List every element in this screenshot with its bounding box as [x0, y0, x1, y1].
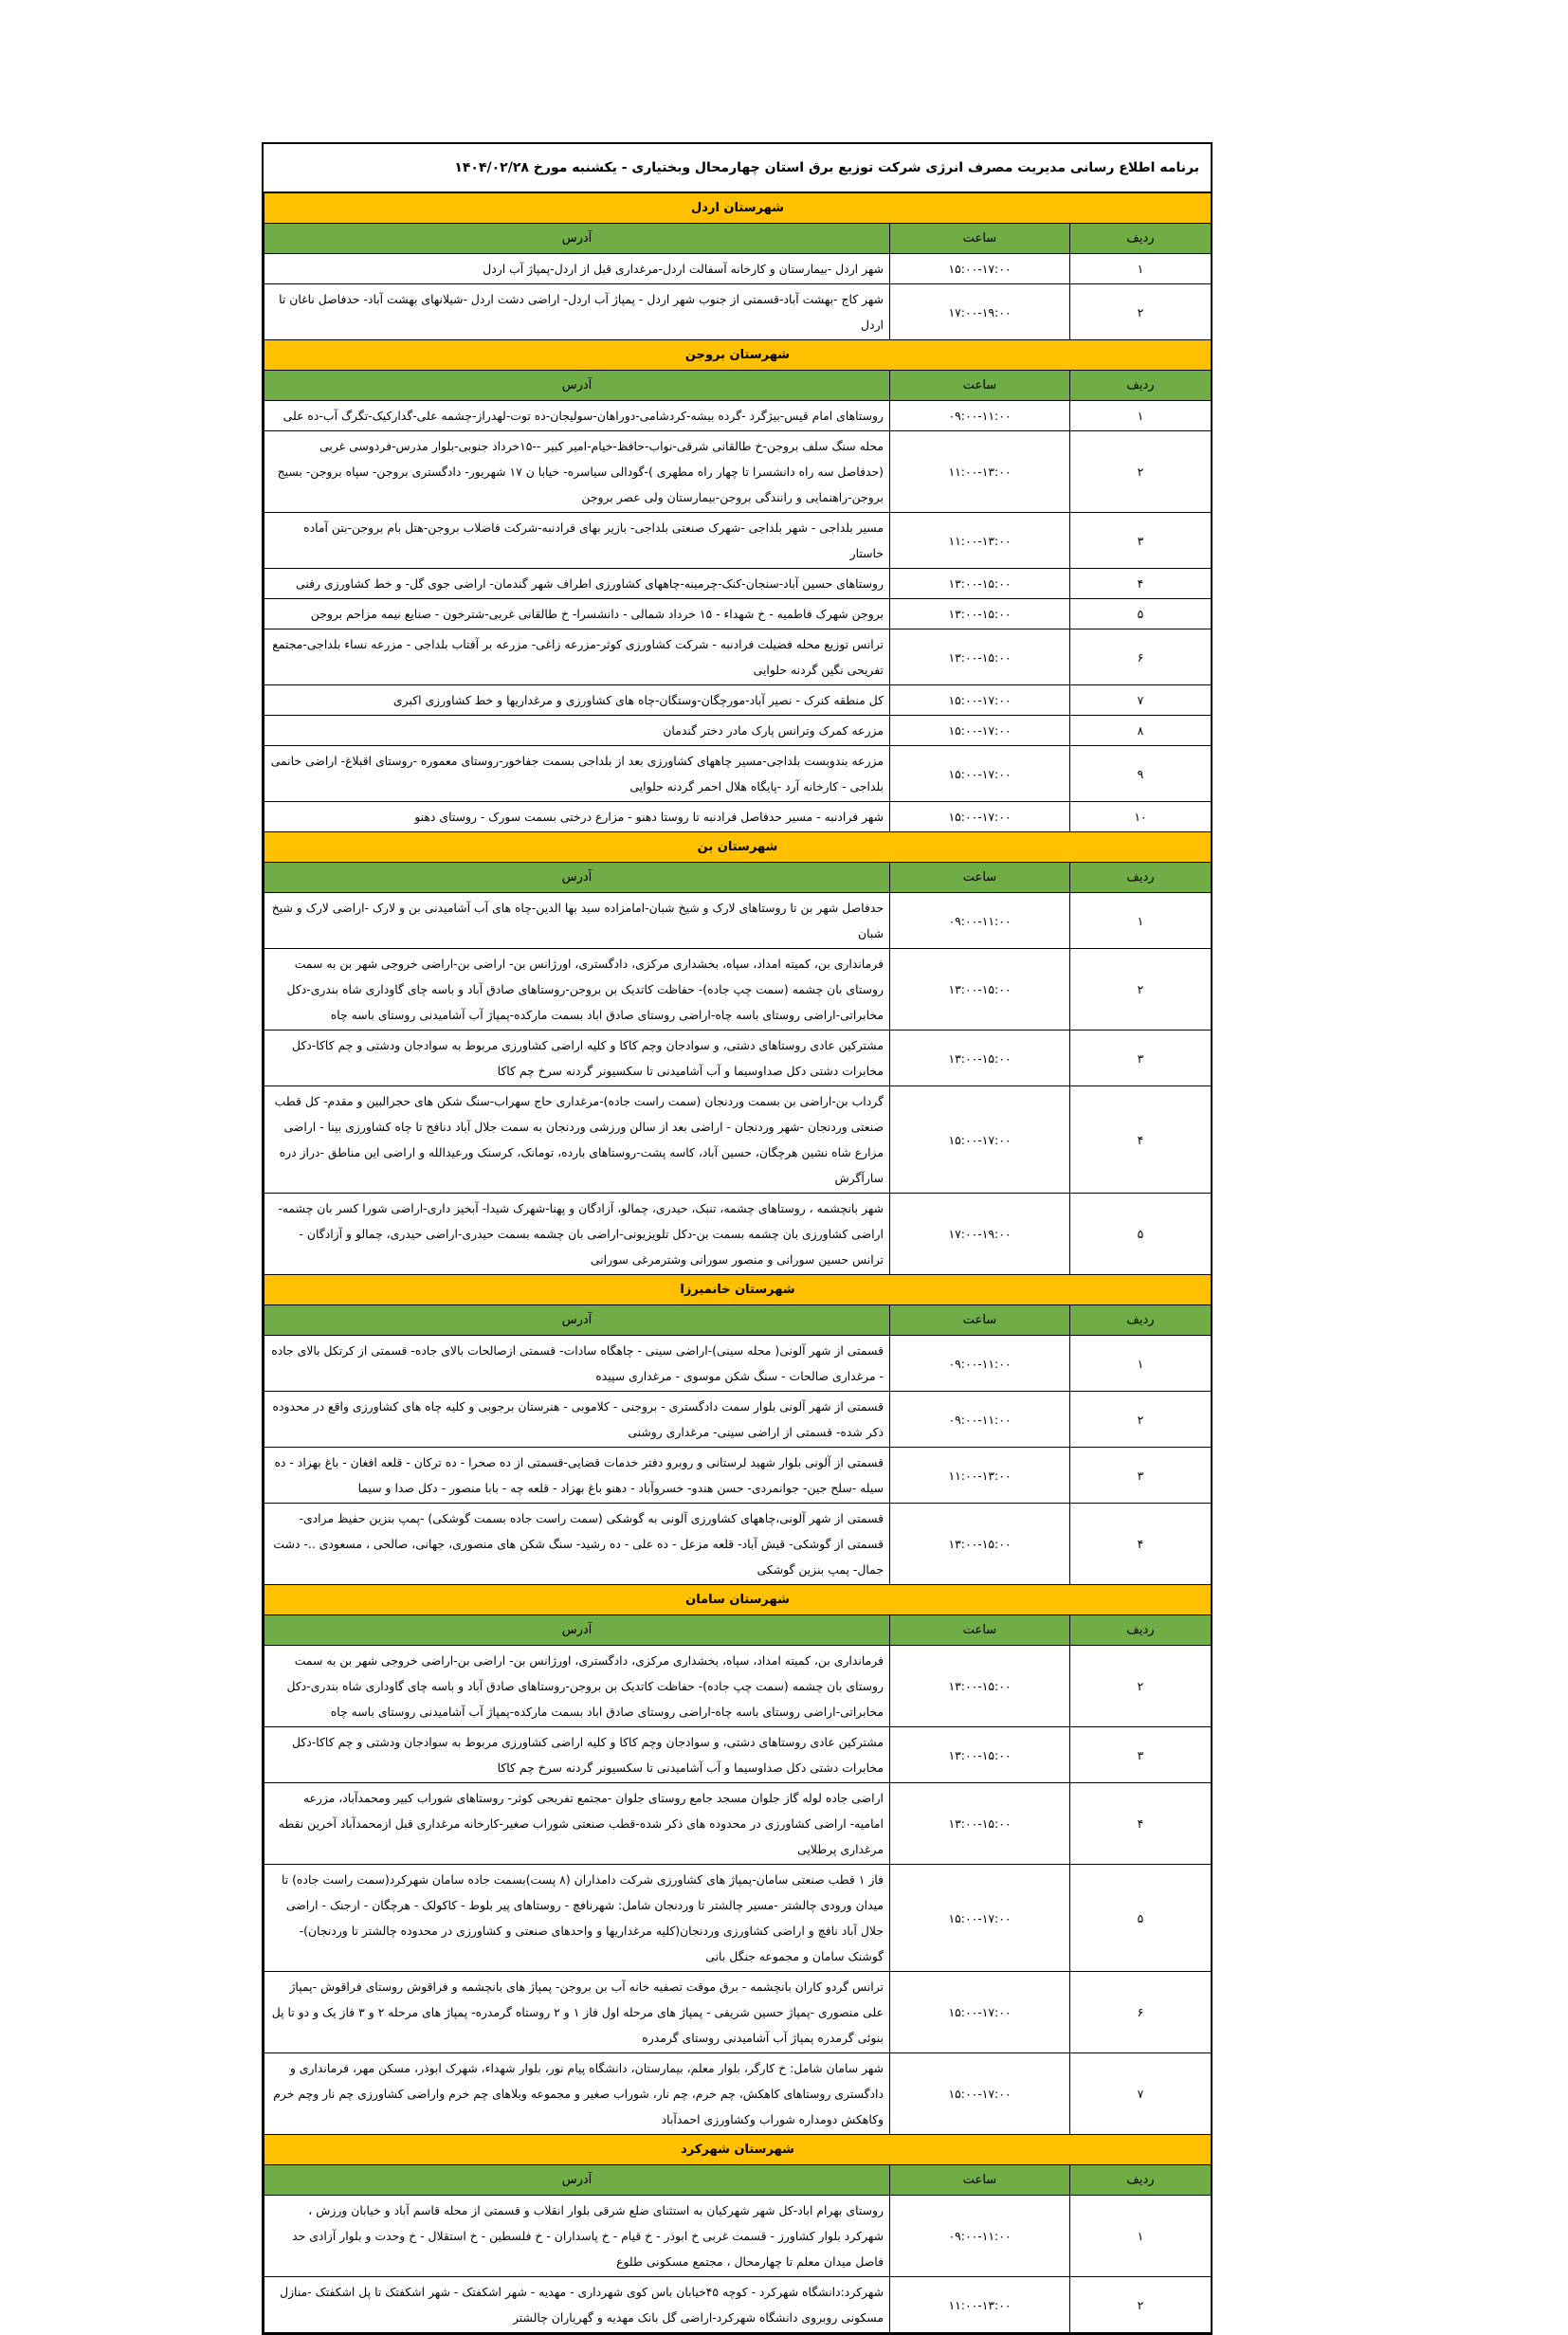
time-cell: ۱۷:۰۰-۱۹:۰۰	[890, 284, 1070, 340]
time-cell: ۱۵:۰۰-۱۷:۰۰	[890, 1972, 1070, 2053]
city-name: شهرستان سامان	[264, 1585, 1212, 1615]
time-cell: ۱۱:۰۰-۱۳:۰۰	[890, 2277, 1070, 2333]
address-cell: مشترکین عادی روستاهای دشتی، و سوادجان وچم کاکا و کلیه اراضی کشاورزی مربوط به سوادجان ودشتی و چم کاکا-دکل مخابرات دشتی دکل صداوسیما و آب آشامیدنی تا سکسیونر گردنه سرخ چم کاکا	[264, 1031, 890, 1086]
table-row	[264, 2053, 1212, 2135]
address-cell: قسمتی از آلونی بلوار شهید لرستانی و روبرو دفتر خدمات قضایی-قسمتی از ده صحرا - ده ترکان - قلعه افغان - باغ بهزاد - ده سیله -سلح جین- جوانمردی- حسن هندو- خسروآباد - دهنو باغ بهزاد - قلعه چه - بابا منصور - دکل صدا و سیما	[264, 1448, 890, 1504]
column-header-row	[264, 371, 1212, 401]
time-header: ساعت	[890, 863, 1070, 893]
schedule-body	[264, 193, 1212, 2333]
time-cell: ۱۵:۰۰-۱۷:۰۰	[890, 746, 1070, 802]
row-number-cell: ۱	[1070, 1336, 1212, 1392]
column-header-row	[264, 1305, 1212, 1336]
row-header: ردیف	[1070, 1615, 1212, 1646]
time-cell: ۱۳:۰۰-۱۵:۰۰	[890, 1504, 1070, 1585]
time-cell: ۱۱:۰۰-۱۳:۰۰	[890, 1448, 1070, 1504]
row-number-cell: ۶	[1070, 629, 1212, 685]
table-row	[264, 629, 1212, 685]
address-cell: ترانس گردو کاران بانچشمه - برق موقت تصفیه خانه آب بن بروجن- پمپاژ های بانچشمه و فراقوش روستای فراقوش -پمپاژ علی منصوری -پمپاژ حسین شریفی - پمپاژ های مرحله اول فاز ۱ و ۲ روستاه گرمدره- پمپاژ های مرحله ۲ و ۳ فاز یک و دو تا پل بنوئی گرمدره پمپاژ آب آشامیدنی روستای گرمدره	[264, 1972, 890, 2053]
address-header: آدرس	[264, 224, 890, 254]
city-header-row	[264, 193, 1212, 224]
table-row	[264, 746, 1212, 802]
time-cell: ۱۳:۰۰-۱۵:۰۰	[890, 599, 1070, 629]
address-cell: شهر بانچشمه ، روستاهای چشمه، تنبک، حیدری، چمالو، آزادگان و پهنا-شهرک شیدا- آبخیز داری-اراضی شورا کسر بان چشمه-اراضی کشاورزی بان چشمه بسمت بن-دکل تلویزیونی-اراضی بان چشمه بسمت حیدری-اراضی حیدری، چمالو و آزادگان - ترانس حسین سورانی و منصور سورانی وشترمرغی سورانی	[264, 1194, 890, 1275]
row-number-cell: ۴	[1070, 1504, 1212, 1585]
address-cell: فرمانداری بن، کمیته امداد، سپاه، بخشداری مرکزی، دادگستری، اورژانس بن- اراضی بن-اراضی خروجی شهر بن به سمت روستای بان چشمه (سمت چپ جاده)- حفاظت کاتدیک بن بروجن-روستاهای صادق آباد و باسه چای گاوداری شاه بندری-دکل مخابراتی-اراضی روستای باسه چاه-اراضی روستای صادق اباد بسمت مارکده-پمپاژ آب آشامیدنی روستای باسه چاه	[264, 949, 890, 1031]
row-number-cell: ۱	[1070, 254, 1212, 284]
table-row	[264, 1783, 1212, 1865]
table-row	[264, 685, 1212, 716]
time-cell: ۱۳:۰۰-۱۵:۰۰	[890, 949, 1070, 1031]
table-row	[264, 599, 1212, 629]
address-header: آدرس	[264, 1305, 890, 1336]
row-header: ردیف	[1070, 224, 1212, 254]
address-cell: شهر فرادنبه - مسیر حدفاصل فرادنبه تا روستا دهنو - مزارع درختی بسمت سورک - روستای دهنو	[264, 802, 890, 832]
row-number-cell: ۵	[1070, 599, 1212, 629]
column-header-row	[264, 1615, 1212, 1646]
city-header-row	[264, 1275, 1212, 1305]
time-cell: ۰۹:۰۰-۱۱:۰۰	[890, 1336, 1070, 1392]
time-header: ساعت	[890, 2165, 1070, 2196]
row-number-cell: ۹	[1070, 746, 1212, 802]
time-header: ساعت	[890, 224, 1070, 254]
row-number-cell: ۴	[1070, 569, 1212, 599]
table-row	[264, 802, 1212, 832]
address-cell: محله سنگ سلف بروجن-خ طالقانی شرقی-نواب-حافظ-خیام-امیر کبیر --۱۵خرداد جنوبی-بلوار مدرس-فردوسی غربی (حدفاصل سه راه دانشسرا تا چهار راه مطهری )-گودالی سیاسره- خیابا ن ۱۷ شهریور- دادگستری بروجن- سپاه بروجن- بسیج بروجن-راهنمایی و رانندگی بروجن-بیمارستان ولی عصر بروجن	[264, 431, 890, 513]
column-header-row	[264, 863, 1212, 893]
table-row	[264, 1031, 1212, 1086]
time-cell: ۱۳:۰۰-۱۵:۰۰	[890, 1031, 1070, 1086]
time-cell: ۰۹:۰۰-۱۱:۰۰	[890, 2196, 1070, 2277]
address-cell: کل منطقه کنرک - نصیر آباد-مورچگان-وستگان-چاه های کشاورزی و مرغداریها و خط کشاورزی اکبری	[264, 685, 890, 716]
row-number-cell: ۱۰	[1070, 802, 1212, 832]
time-cell: ۱۳:۰۰-۱۵:۰۰	[890, 1646, 1070, 1727]
city-name: شهرستان اردل	[264, 193, 1212, 224]
time-cell: ۱۳:۰۰-۱۵:۰۰	[890, 1727, 1070, 1783]
time-cell: ۰۹:۰۰-۱۱:۰۰	[890, 893, 1070, 949]
row-number-cell: ۲	[1070, 2277, 1212, 2333]
time-cell: ۱۵:۰۰-۱۷:۰۰	[890, 716, 1070, 746]
time-cell: ۱۵:۰۰-۱۷:۰۰	[890, 2053, 1070, 2135]
address-cell: قسمتی از شهر آلونی بلوار سمت دادگستری - بروجنی - کلاموبی - هنرستان برجوبی و کلیه چاه های کشاورزی واقع در محدوده ذکر شده- قسمتی از اراضی سینی- مرغداری روشنی	[264, 1392, 890, 1448]
row-number-cell: ۲	[1070, 431, 1212, 513]
address-cell: مشترکین عادی روستاهای دشتی، و سوادجان وچم کاکا و کلیه اراضی کشاورزی مربوط به سوادجان ودشتی و چم کاکا-دکل مخابرات دشتی دکل صداوسیما و آب آشامیدنی تا سکسیونر گردنه سرخ چم کاکا	[264, 1727, 890, 1783]
address-cell: اراضی جاده لوله گاز جلوان مسجد جامع روستای جلوان -مجتمع تفریحی کوثر- روستاهای شوراب کبیر ومحمدآباد، مزرعه امامیه- اراضی کشاورزی در محدوده های ذکر شده-قطب صنعتی شوراب صغیر-کارخانه مرغداری قبل ازمحمدآباد آخرین نقطه مرغداری پرطلایی	[264, 1783, 890, 1865]
table-row	[264, 254, 1212, 284]
address-cell: قسمتی از شهر آلونی،چاههای کشاورزی آلونی به گوشکی (سمت راست جاده بسمت گوشکی) -پمپ بنزین حفیظ مرادی- قسمتی از گوشکی- قیش آباد- قلعه مزعل - ده علی - ده رشید- سنگ شکن های منصوری، جهانی، صالحی ، مسعودی ..- دشت جمال- پمپ بنزین گوشکی	[264, 1504, 890, 1585]
address-cell: فاز ۱ قطب صنعتی سامان-پمپاژ های کشاورزی شرکت دامداران (۸ پست)بسمت جاده سامان شهرکرد(سمت راست جاده) تا میدان ورودی چالشتر -مسیر چالشتر تا وردنجان شامل: شهرنافچ - روستاهای پیر بلوط - کاکولک - هرچگان - ارجنک - اراضی جلال آباد نافچ و اراضی کشاورزی وردنجان(کلیه مرغداریها و واحدهای صنعتی و کشاورزی در محدوده چالشتر تا وردنجان)-گوشنک سامان و مجموعه جنگل بانی	[264, 1865, 890, 1972]
address-cell: بروجن شهرک فاطمیه - خ شهداء - ۱۵ خرداد شمالی - دانشسرا- خ طالقانی غربی-شترخون - صنایع نیمه مزاحم بروجن	[264, 599, 890, 629]
row-number-cell: ۵	[1070, 1194, 1212, 1275]
address-cell: روستای بهرام اباد-کل شهر شهرکیان به استثنای ضلع شرقی بلوار انقلاب و قسمتی از محله قاسم آباد و خیابان ورزش ، شهرکرد بلوار کشاورز - قسمت غربی خ ابوذر - خ قیام - خ پاسداران - خ فلسطین - خ استقلال - خ وحدت و بلوار آزادی حد فاصل میدان معلم تا چهارمحال ، مجتمع مسکونی طلوع	[264, 2196, 890, 2277]
address-cell: ترانس توزیع محله فضیلت فرادنبه - شرکت کشاورزی کوثر-مزرعه زاغی- مزرعه بر آفتاب بلداجی - مزرعه نساء بلداجی-مجتمع تفریحی نگین گردنه حلوایی	[264, 629, 890, 685]
row-header: ردیف	[1070, 863, 1212, 893]
row-number-cell: ۸	[1070, 716, 1212, 746]
time-cell: ۱۱:۰۰-۱۳:۰۰	[890, 513, 1070, 569]
row-number-cell: ۷	[1070, 2053, 1212, 2135]
time-cell: ۱۱:۰۰-۱۳:۰۰	[890, 431, 1070, 513]
row-number-cell: ۳	[1070, 1448, 1212, 1504]
address-header: آدرس	[264, 1615, 890, 1646]
address-cell: مسیر بلداجی - شهر بلداجی -شهرک صنعتی بلداجی- بازیر بهای فرادنبه-شرکت فاضلاب بروجن-هتل بام بروجن-بتن آماده خاستار	[264, 513, 890, 569]
address-cell: مزرعه بندوبست بلداجی-مسیر چاههای کشاورزی بعد از بلداجی بسمت جفاخور-روستای معموره -روستای اقبلاغ- اراضی خانمی بلداجی - کارخانه آرد -پایگاه هلال احمر گردنه حلوایی	[264, 746, 890, 802]
schedule-table	[264, 192, 1212, 2333]
time-cell: ۱۵:۰۰-۱۷:۰۰	[890, 1086, 1070, 1194]
table-row	[264, 1972, 1212, 2053]
table-row	[264, 569, 1212, 599]
city-header-row	[264, 2135, 1212, 2165]
time-cell: ۱۵:۰۰-۱۷:۰۰	[890, 254, 1070, 284]
city-header-row	[264, 832, 1212, 863]
time-cell: ۰۹:۰۰-۱۱:۰۰	[890, 1392, 1070, 1448]
row-number-cell: ۱	[1070, 401, 1212, 431]
row-header: ردیف	[1070, 2165, 1212, 2196]
row-number-cell: ۳	[1070, 513, 1212, 569]
table-row	[264, 1336, 1212, 1392]
address-cell: شهر کاج -بهشت آباد-قسمتی از جنوب شهر اردل - پمپاژ آب اردل- اراضی دشت اردل -شیلانهای بهشت آباد- حدفاصل ناغان تا اردل	[264, 284, 890, 340]
table-row	[264, 2196, 1212, 2277]
row-number-cell: ۶	[1070, 1972, 1212, 2053]
row-header: ردیف	[1070, 371, 1212, 401]
schedule-sheet	[262, 142, 1212, 2335]
table-row	[264, 431, 1212, 513]
table-row	[264, 949, 1212, 1031]
time-header: ساعت	[890, 1615, 1070, 1646]
address-header: آدرس	[264, 2165, 890, 2196]
address-cell: گرداب بن-اراضی بن بسمت وردنجان (سمت راست جاده)-مرغداری حاج سهراب-سنگ شکن های حجرالبین و مقدم- کل قطب صنعتی وردنجان -شهر وردنجان - اراضی بعد از سالن ورزشی وردنجان به سمت جلال آباد دنافج تا چاه کشاورزی بینا - اراضی مزارع شاه نشین هرچگان، حسین آباد، کاسه پشت-روستاهای بارده، تومانک، کرسنک ورعیدالله و اراضی این مناطق -دراز دره سارآگرش	[264, 1086, 890, 1194]
address-cell: روستاهای امام قیس-بیژگرد -گرده بیشه-کردشامی-دوراهان-سولیجان-ده توت-لهدراز-چشمه علی-گدارکیک-تگرگ آب-ده علی	[264, 401, 890, 431]
table-row	[264, 2277, 1212, 2333]
table-row	[264, 1727, 1212, 1783]
row-number-cell: ۴	[1070, 1783, 1212, 1865]
time-cell: ۰۹:۰۰-۱۱:۰۰	[890, 401, 1070, 431]
time-cell: ۱۷:۰۰-۱۹:۰۰	[890, 1194, 1070, 1275]
address-cell: شهر اردل -بیمارستان و کارخانه آسفالت اردل-مرغداری قبل از اردل-پمپاژ آب اردل	[264, 254, 890, 284]
table-row	[264, 1646, 1212, 1727]
address-cell: روستاهای حسین آباد-سنجان-کنک-چرمینه-چاههای کشاورزی اطراف شهر گندمان- اراضی جوی گل- و خط کشاورزی رفنی	[264, 569, 890, 599]
table-row	[264, 1504, 1212, 1585]
city-header-row	[264, 340, 1212, 371]
row-number-cell: ۱	[1070, 893, 1212, 949]
address-header: آدرس	[264, 863, 890, 893]
city-name: شهرستان بن	[264, 832, 1212, 863]
row-number-cell: ۵	[1070, 1865, 1212, 1972]
table-row	[264, 1392, 1212, 1448]
row-number-cell: ۷	[1070, 685, 1212, 716]
city-name: شهرستان شهرکرد	[264, 2135, 1212, 2165]
time-cell: ۱۵:۰۰-۱۷:۰۰	[890, 802, 1070, 832]
row-number-cell: ۱	[1070, 2196, 1212, 2277]
address-cell: قسمتی از شهر آلونی( محله سینی)-اراضی سینی - چاهگاه سادات- قسمتی ازصالحات بالای جاده- قسمتی از کرتکل بالای جاده - مرغداری صالحات - سنگ شکن موسوی - مرغداری سپیده	[264, 1336, 890, 1392]
time-cell: ۱۵:۰۰-۱۷:۰۰	[890, 1865, 1070, 1972]
time-header: ساعت	[890, 1305, 1070, 1336]
row-number-cell: ۲	[1070, 1392, 1212, 1448]
table-row	[264, 401, 1212, 431]
table-row	[264, 716, 1212, 746]
page-title: برنامه اطلاع رسانی مدیریت مصرف انرژی شرکت توزیع برق استان چهارمحال وبختیاری - یکشنبه مورخ ۱۴۰۴/۰۲/۲۸	[264, 144, 1211, 192]
time-header: ساعت	[890, 371, 1070, 401]
time-cell: ۱۳:۰۰-۱۵:۰۰	[890, 629, 1070, 685]
table-row	[264, 1865, 1212, 1972]
table-row	[264, 893, 1212, 949]
address-cell: فرمانداری بن، کمیته امداد، سپاه، بخشداری مرکزی، دادگستری، اورژانس بن- اراضی بن-اراضی خروجی شهر بن به سمت روستای بان چشمه (سمت چپ جاده)- حفاظت کاتدیک بن بروجن-روستاهای صادق آباد و باسه چای گاوداری شاه بندری-دکل مخابراتی-اراضی روستای باسه چاه-اراضی روستای صادق اباد بسمت مارکده-پمپاژ آب آشامیدنی روستای باسه چاه	[264, 1646, 890, 1727]
row-number-cell: ۲	[1070, 949, 1212, 1031]
row-number-cell: ۴	[1070, 1086, 1212, 1194]
address-cell: مزرعه کمرک وترانس پارک مادر دختر گندمان	[264, 716, 890, 746]
table-row	[264, 284, 1212, 340]
address-cell: شهرکرد:دانشگاه شهرکرد - کوچه ۴۵خیابان باس کوی شهرداری - مهدیه - شهر اشکفتک - شهر اشکفتک تا پل اشکفتک -منازل مسکونی روبروی دانشگاه شهرکرد-اراضی گل بانک مهدیه و گهریاران چالشتر	[264, 2277, 890, 2333]
row-number-cell: ۳	[1070, 1727, 1212, 1783]
table-row	[264, 1194, 1212, 1275]
row-number-cell: ۲	[1070, 284, 1212, 340]
column-header-row	[264, 2165, 1212, 2196]
table-row	[264, 1086, 1212, 1194]
time-cell: ۱۳:۰۰-۱۵:۰۰	[890, 569, 1070, 599]
city-header-row	[264, 1585, 1212, 1615]
row-number-cell: ۲	[1070, 1646, 1212, 1727]
time-cell: ۱۳:۰۰-۱۵:۰۰	[890, 1783, 1070, 1865]
table-row	[264, 513, 1212, 569]
row-number-cell: ۳	[1070, 1031, 1212, 1086]
address-cell: شهر سامان شامل: خ کارگر، بلوار معلم، بیمارستان، دانشگاه پیام نور، بلوار شهداء، شهرک ابوذر، مسکن مهر، فرمانداری و دادگستری روستاهای کاهکش، چم خرم، چم نار، شوراب صغیر و مجموعه وبلاهای چم خرم واراضی کشاورزی چم نار وچم خرم وکاهکش دومداره شوراب وکشاورزی احمدآباد	[264, 2053, 890, 2135]
address-header: آدرس	[264, 371, 890, 401]
time-cell: ۱۵:۰۰-۱۷:۰۰	[890, 685, 1070, 716]
address-cell: حدفاصل شهر بن تا روستاهای لارک و شیخ شبان-امامزاده سید بها الدین-چاه های آب آشامیدنی بن و لارک -اراضی لارک و شیخ شبان	[264, 893, 890, 949]
row-header: ردیف	[1070, 1305, 1212, 1336]
city-name: شهرستان بروجن	[264, 340, 1212, 371]
table-row	[264, 1448, 1212, 1504]
city-name: شهرستان خانمیرزا	[264, 1275, 1212, 1305]
column-header-row	[264, 224, 1212, 254]
